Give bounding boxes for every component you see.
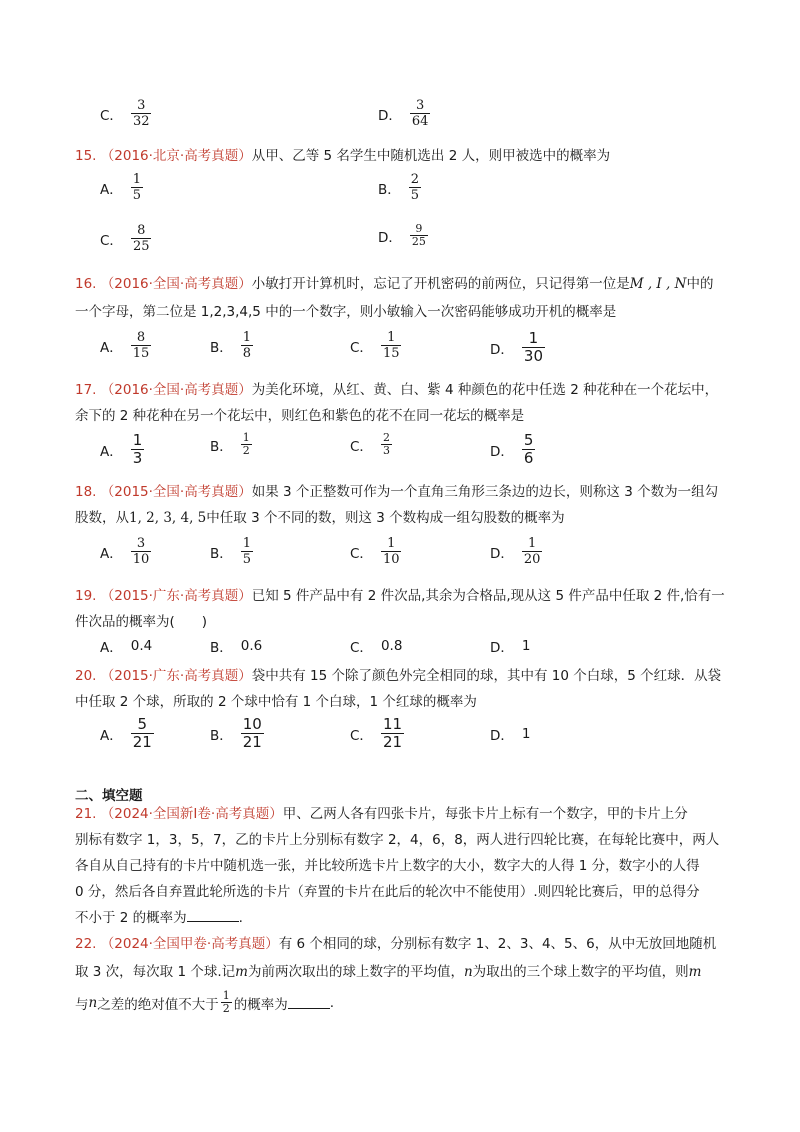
math-variable: m	[235, 964, 248, 980]
q18-option-a: A． $\frac{3}{10}$	[100, 536, 150, 567]
q16-option-a: A． $\frac{8}{15}$	[100, 330, 150, 361]
question-20-line2: 中任取 2 个球，所取的 2 个球中恰有 1 个白球，1 个红球的概率为	[75, 694, 477, 710]
q15-option-d: D． $\frac{9}{25}$	[378, 222, 426, 248]
question-21-line5: 不小于 2 的概率为 .	[75, 910, 243, 926]
q18-option-b: B． $\frac{1}{5}$	[210, 536, 252, 567]
q14-option-c	[100, 98, 151, 129]
q19-option-c: C． 0.8	[350, 638, 403, 656]
section-heading: 二、填空题	[75, 788, 143, 804]
question-17-line2: 余下的 2 种花种在另一个花坛中，则红色和紫色的花不在同一花坛的概率是	[75, 408, 525, 424]
question-text: 从甲、乙等 5 名学生中随机选出 2 人，则甲被选中的概率为	[251, 148, 611, 164]
answer-blank[interactable]	[187, 909, 239, 922]
question-21: 21. （2024·全国新Ⅰ卷·高考真题）甲、乙两人各有四张卡片，每张卡片上标有一个数字，甲的卡片上分	[75, 806, 688, 822]
q17-option-c: C． $\frac{2}{3}$	[350, 431, 390, 457]
question-16: 16. （2016·全国·高考真题）小敏打开计算机时，忘记了开机密码的前两位，只记得第一位是M , I , N中的	[75, 276, 714, 292]
q17-option-b: B． $\frac{1}{2}$	[210, 431, 250, 457]
question-17: 17. （2016·全国·高考真题）为美化环境，从红、黄、白、紫 4 种颜色的花中任选 2 种花种在一个花坛中，	[75, 382, 719, 398]
q20-option-d: D． 1	[490, 726, 531, 744]
question-16-line2: 一个字母，第二位是 1,2,3,4,5 中的一个数字，则小敏输入一次密码能够成功开机的概率是	[75, 304, 617, 320]
question-source: （2016·北京·高考真题）	[100, 148, 252, 164]
q14-option-d: D． $\frac{3}{64}$	[378, 98, 429, 129]
question-19: 19. （2015·广东·高考真题）已知 5 件产品中有 2 件次品,其余为合格品,现从这 5 件产品中任取 2 件,恰有一	[75, 588, 725, 604]
question-15	[75, 144, 610, 164]
question-number: 15.	[75, 148, 97, 164]
q15-option-c: C． $\frac{8}{25}$	[100, 223, 150, 254]
question-21-line2: 别标有数字 1，3，5，7，乙的卡片上分别标有数字 2，4，6，8，两人进行四轮比赛，在每轮比赛中，两人	[75, 832, 720, 848]
q15-option-b: B． $\frac{2}{5}$	[378, 172, 420, 203]
answer-blank[interactable]	[288, 996, 330, 1009]
q18-option-c: C． $\frac{1}{10}$	[350, 536, 400, 567]
fraction: $\frac{3}{64}$	[411, 98, 429, 129]
q19-option-d: D． 1	[490, 638, 531, 656]
q20-option-c: C． $\frac{11}{21}$	[350, 715, 403, 751]
question-22: 22. （2024·全国甲卷·高考真题）有 6 个相同的球，分别标有数字 1、2、3、4、5、6，从中无放回地随机	[75, 936, 717, 952]
q17-option-d: D． $\frac{5}{6}$	[490, 431, 534, 467]
math-variable: n	[88, 994, 98, 1011]
question-22-line3: 与 n 之差的绝对值不大于 $\frac{1}{2}$ 的概率为 .	[75, 989, 334, 1015]
question-18: 18. （2015·全国·高考真题）如果 3 个正整数可作为一个直角三角形三条边的边长，则称这 3 个数为一组勾	[75, 484, 719, 500]
math-variable: n	[463, 964, 473, 980]
q18-option-d: D． $\frac{1}{20}$	[490, 536, 541, 567]
fraction: $\frac{1}{2}$	[222, 989, 230, 1015]
question-21-line4: 0 分，然后各自弃置此轮所选的卡片（弃置的卡片在此后的轮次中不能使用）.则四轮比赛后，甲的总得分	[75, 884, 700, 900]
question-20: 20. （2015·广东·高考真题）袋中共有 15 个除了颜色外完全相同的球，其中有 10 个白球，5 个红球．从袋	[75, 668, 722, 684]
q20-option-a: A． $\frac{5}{21}$	[100, 715, 152, 751]
q16-option-d: D． $\frac{1}{30}$	[490, 329, 543, 365]
q16-option-b: B． $\frac{1}{8}$	[210, 330, 252, 361]
question-21-line3: 各自从自己持有的卡片中随机选一张，并比较所选卡片上数字的大小，数字大的人得 1 分，数字小的人得	[75, 858, 700, 874]
q17-option-a: A． $\frac{1}{3}$	[100, 431, 143, 467]
q15-option-a: A． $\frac{1}{5}$	[100, 172, 142, 203]
math-variable: m	[688, 964, 702, 980]
math-expression: 1, 2, 3, 4, 5	[129, 510, 207, 526]
fraction: $\frac{3}{32}$	[132, 98, 150, 129]
option-label: C．	[100, 107, 123, 124]
question-19-line2: 件次品的概率为( )	[75, 614, 208, 630]
q19-option-a: A． 0.4	[100, 638, 153, 656]
q16-option-c: C． $\frac{1}{15}$	[350, 330, 400, 361]
question-18-line2: 股数，从1, 2, 3, 4, 5中任取 3 个不同的数，则这 3 个数构成一组勾股数的概率为	[75, 510, 565, 526]
q19-option-b: B． 0.6	[210, 638, 263, 656]
math-expression: M , I , N	[629, 276, 687, 292]
q20-option-b: B． $\frac{10}{21}$	[210, 715, 262, 751]
question-22-line2: 取 3 次，每次取 1 个球.记m为前两次取出的球上数字的平均值，n为取出的三个球上数字的平均值，则m	[75, 964, 702, 980]
